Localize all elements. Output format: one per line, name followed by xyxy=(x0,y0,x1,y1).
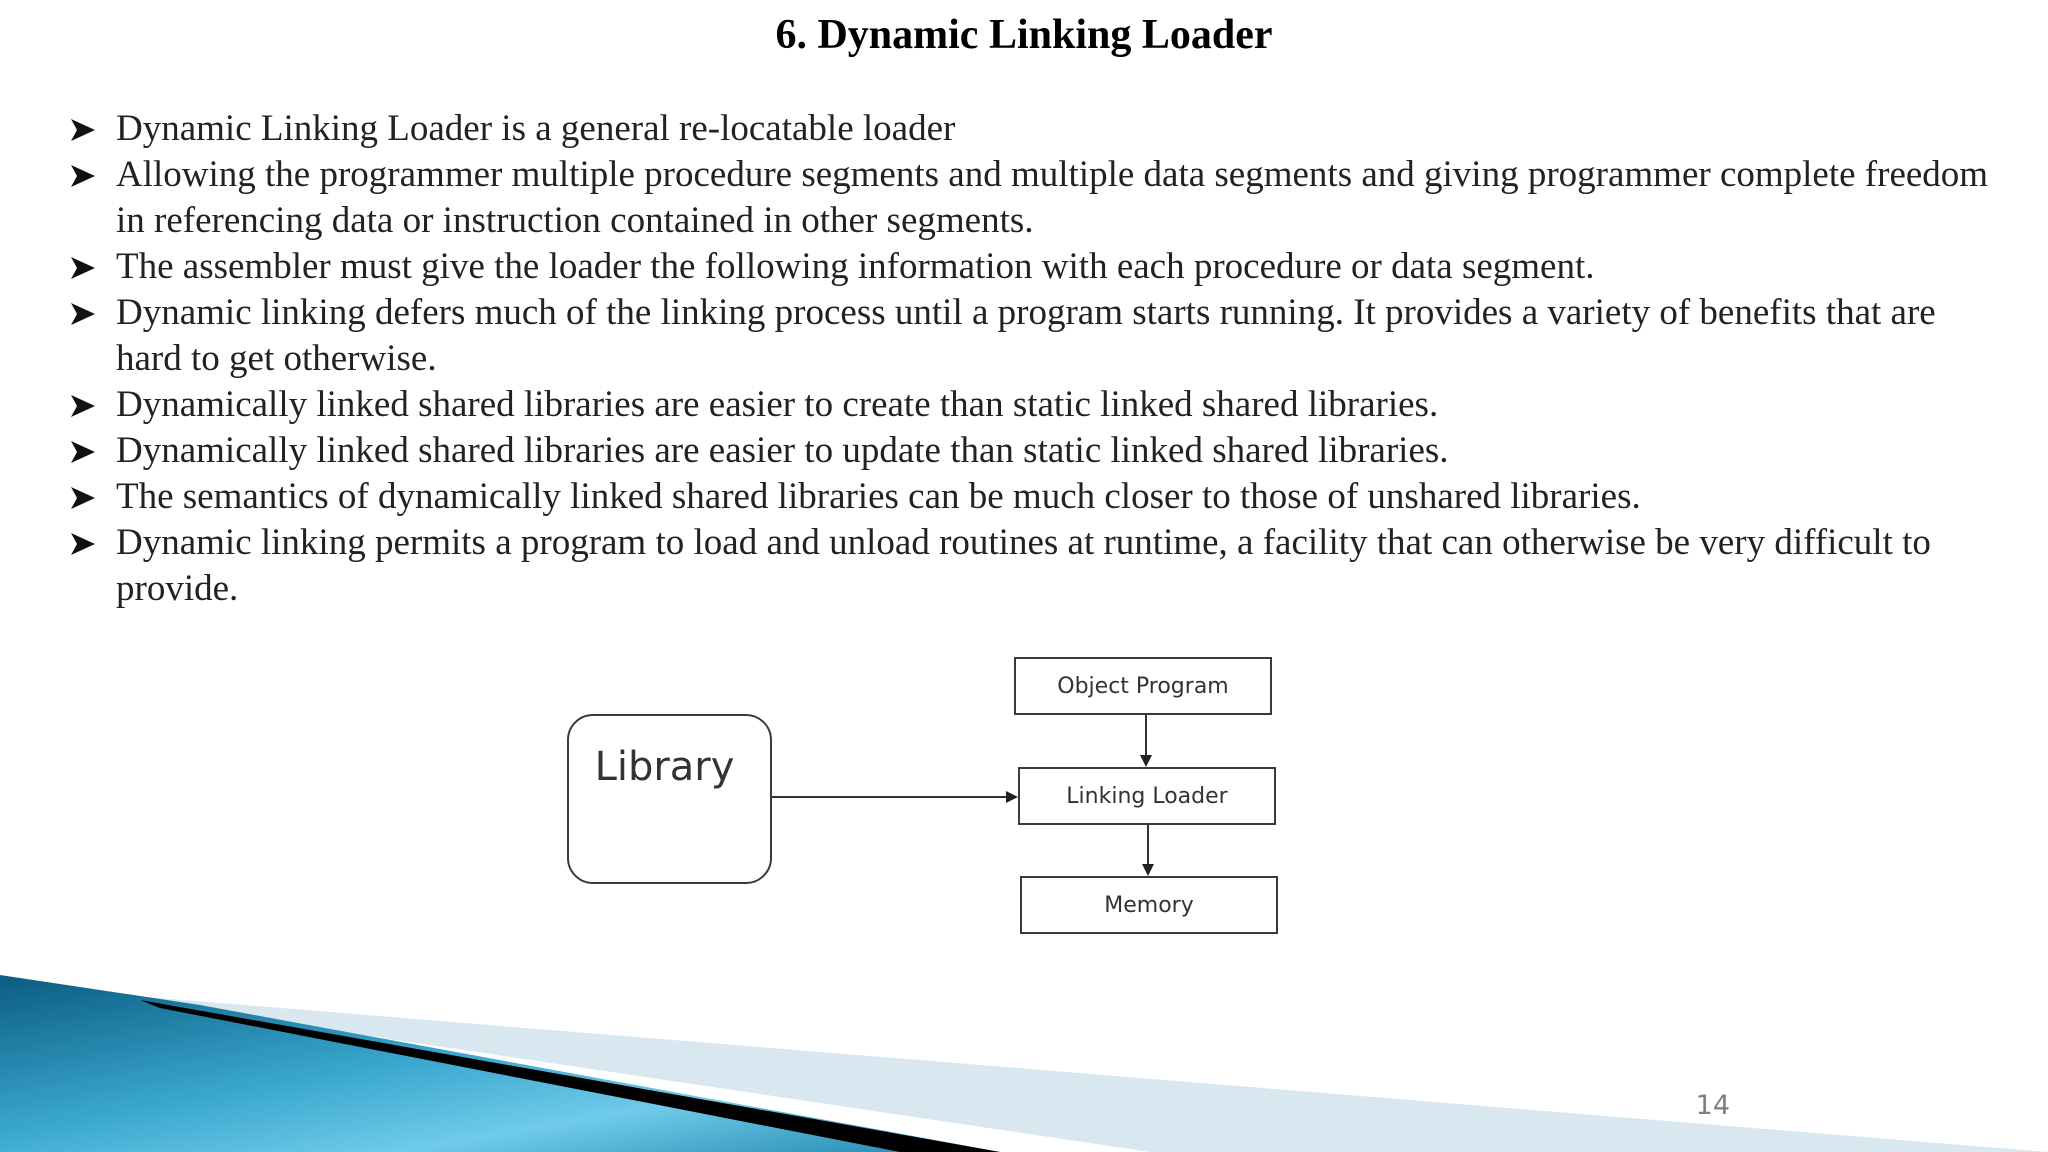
bullet-text: Dynamic Linking Loader is a general re-locatable loader xyxy=(116,108,956,149)
memory-label: Memory xyxy=(1104,892,1194,918)
bullet-text: Dynamic linking defers much of the linking process until a program starts running. It provides a variety of benefits that are hard to get otherwise. xyxy=(116,292,1936,379)
bullet-text: Dynamic linking permits a program to load and unload routines at runtime, a facility that can otherwise be very difficult to provide. xyxy=(116,522,1931,609)
slide-title: 6. Dynamic Linking Loader xyxy=(775,12,1273,58)
bullet-text: The assembler must give the loader the following information with each procedure or data segment. xyxy=(116,246,1595,287)
bullet-text: Allowing the programmer multiple procedure segments and multiple data segments and giving programmer complete freedom in referencing data or instruction contained in other segments. xyxy=(116,154,1989,241)
bullet-text: Dynamically linked shared libraries are easier to create than static linked shared libraries. xyxy=(116,384,1439,425)
object-program-label: Object Program xyxy=(1057,673,1229,699)
page-number: 14 xyxy=(1695,1090,1730,1121)
bullet-text: The semantics of dynamically linked shared libraries can be much closer to those of unshared libraries. xyxy=(116,476,1641,517)
library-label: Library xyxy=(594,744,735,790)
linking-loader-label: Linking Loader xyxy=(1066,783,1228,809)
bullet-text: Dynamically linked shared libraries are easier to update than static linked shared libraries. xyxy=(116,430,1449,471)
